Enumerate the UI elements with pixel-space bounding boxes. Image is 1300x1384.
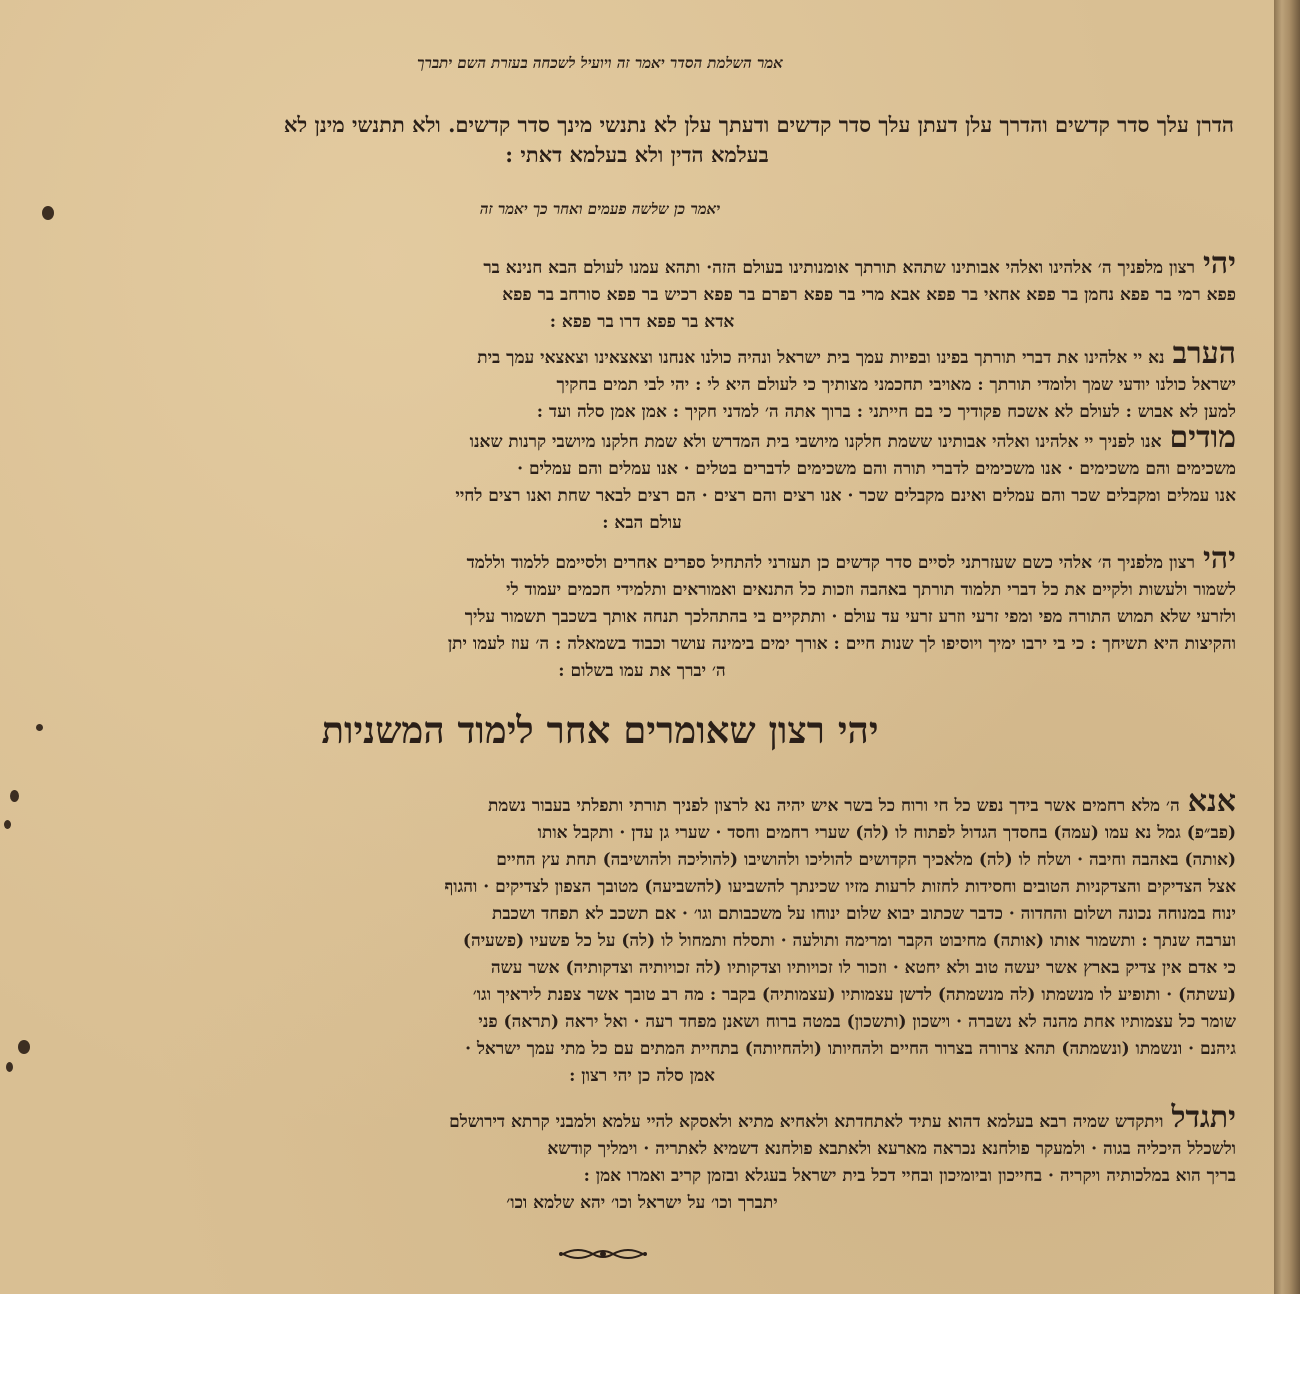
ink-stain [10, 790, 19, 802]
text-line: בריך הוא במלכותיה ויקריה · בחייכון וביומיכון ובחיי דכל בית ישראל בעגלא ובזמן קריב ואמרו אמן : [583, 1166, 1236, 1186]
text-line: ישראל כולנו יודעי שמך ולומדי תורתך : מאויבי תחכמני מצותיך כי לעולם היא לי : יהי לבי תמים בחקיך [556, 375, 1236, 395]
paragraph-yitgadal [48, 1100, 1236, 1217]
text-line: יהירצון מלפניך ה׳ אלהי כשם שעזרתני לסיים סדר קדשים כן תעזרני להתחיל ספרים אחרים ולסיימם ללמוד וללמד [466, 541, 1236, 576]
text-line: ולשכלל היכליה בגוה · ולמעקר פולחנא נכראה מארעא ולאתבא פולחנא דשמיא לאתריה · וימליך קודשא [547, 1139, 1236, 1159]
text-line: לשמור ולעשות ולקיים את כל דברי תלמוד תורתך באהבה וזכות כל התנאים ואמוראים ותלמידי חכמים יעמוד לי [506, 580, 1236, 600]
paragraph-haarev [48, 336, 1236, 426]
text-line: ה׳ יברך את עמו בשלום : [558, 661, 726, 681]
text-line: אנו עמלים ומקבלים שכר והם עמלים ואינם מקבלים שכר · אנו רצים והם רצים · הם רצים לבאר שחת ואנו רצים לחיי [455, 486, 1236, 506]
text-line: (אותה) באהבה וחיבה · ושלח לו (לה) מלאכיך הקדושים להוליכו ולהושיבו (להוליכה ולהושיבה) תחת עץ החיים [496, 850, 1236, 870]
ink-stain [36, 724, 43, 731]
text-line: כי אדם אין צדיק בארץ אשר יעשה טוב ולא יחטא · וזכור לו זכויותיו וצדקותיו (לה זכויותיה וצדקותיה) אשר עשה [490, 958, 1236, 978]
text-line: יתגדלויתקדש שמיה רבא בעלמא דהוא עתיד לאתחדתא ולאחיא מתיא ולאסקא להיי עלמא ולמבני קרתא דירושלם [449, 1100, 1236, 1135]
recitation-instruction: יאמר כן שלשה פעמים ואחר כך יאמר זה [479, 200, 721, 218]
text-line: אצל הצדיקים והצדקניות הטובים וחסידות לחזות לרעות מזיו שכינתך להשביעו (להשביעה) מטובך הצפון לצדיקים · והגוף [444, 877, 1236, 897]
text-line: (עשתה) · ותופיע לו מנשמתו (לה מנשמתה) לדשן עצמותיו (עצמותיה) בקבר : מה רב טובך אשר צפנת ליראיך וגו׳ [472, 985, 1236, 1005]
text-line: וערבה שנתך : ותשמור אותו (אותה) מחיבוט הקבר ומרימה ותולעה · ותסלח ותמחול לו (לה) על כל פשעיו (פשעיה) [462, 931, 1236, 951]
text-line: יתברך וכו׳ על ישראל וכו׳ יהא שלמא וכו׳ [506, 1193, 778, 1213]
paragraph-modim [48, 420, 1236, 537]
paragraph-yehi-ratzon-2 [48, 541, 1236, 685]
text-line: אנאה׳ מלא רחמים אשר בידך נפש כל חי ורוח כל בשר איש יהיה נא לרצון לפניך תורתי ותפלתי בעבור נשמת [487, 784, 1236, 819]
text-line: עולם הבא : [602, 513, 682, 533]
hadran-passage [40, 110, 1234, 170]
text-line: והקיצות היא תשיחך : כי בי ירבו ימיך ויוסיפו לך שנות חיים : אורך ימים בימינה עושר וכבוד בשמאלה : ה׳ עוז לעמו יתן [447, 634, 1236, 654]
text-line: הערבנא יי אלהינו את דברי תורתך בפינו ובפיות עמך בית ישראל ונהיה כולנו אנחנו וצאצאינו וצאצאי עמך בית [477, 336, 1236, 371]
paragraph-ana [48, 784, 1236, 1090]
hadran-line: בעלמא הדין ולא בעלמא דאתי : [505, 142, 769, 167]
text-line: אמן סלה כן יהי רצון : [569, 1066, 715, 1086]
decorative-ornament-icon [558, 1244, 648, 1264]
text-line: יהירצון מלפניך ה׳ אלהינו ואלהי אבותינו שתהא תורתך אומנותינו בעולם הזה· ותהא עמנו לעולם הבא חנינא בר [483, 246, 1236, 281]
text-line: משכימים והם משכימים · אנו משכימים לדברי תורה והם משכימים לדברים בטלים · אנו עמלים והם עמלים · [517, 459, 1236, 479]
paragraph-lead-word: יהי [1203, 246, 1236, 281]
ink-stain [4, 820, 11, 829]
text-line: (פב״פ) גמל נא עמו (עמה) בחסדך הגדול לפתוח לו (לה) שערי רחמים וחסד · שערי גן עדן · ותקבל אותו [537, 823, 1236, 843]
text-line: גיהנם · ונשמתו (ונשמתה) תהא צרורה בצרור החיים ולהחיותו (ולהחיותה) בתחיית המתים עם כל מתי עמך ישראל · [465, 1039, 1236, 1059]
ink-stain [42, 206, 54, 220]
running-header: אמר השלמת הסדר יאמר זה ויועיל לשכחה בעזרת השם יתברך [417, 54, 783, 72]
page-edge [1274, 0, 1300, 1294]
text-line: מודיםאנו לפניך יי אלהינו ואלהי אבותינו ששמת חלקנו מיושבי בית המדרש ולא שמת חלקנו מיושבי קרנות שאנו [469, 420, 1236, 455]
ink-stain [18, 1040, 30, 1054]
text-line: שומר כל עצמותיו אחת מהנה לא נשברה · וישכון (ותשכון) במטה ברוח ושאנן מפחד רעה · ואל יראה (תראה) פני [478, 1012, 1236, 1032]
paragraph-lead-word: יתגדל [1171, 1100, 1236, 1135]
paragraph-lead-word: הערב [1172, 336, 1236, 371]
paragraph-yehi-ratzon-1 [48, 246, 1236, 336]
section-title: יהי רצון שאומרים אחר לימוד המשניות [321, 708, 879, 752]
paragraph-lead-word: יהי [1203, 541, 1236, 576]
paragraph-lead-word: אנא [1187, 784, 1236, 819]
text-line: ולזרעי שלא תמוש התורה מפי ומפי זרעי וזרע זרעי עד עולם · ותתקיים בי בהתהלכך תנחה אותך בשכבך תשמור עליך [464, 607, 1236, 627]
text-line: אדא בר פפא דרו בר פפא : [549, 312, 735, 332]
text-line: פפא רמי בר פפא נחמן בר פפא אחאי בר פפא אבא מרי בר פפא רפרם בר פפא רכיש בר פפא סורחב בר פפא [502, 285, 1236, 305]
text-line: ינוח במנוחה נכונה ושלום והחדוה · כדבר שכתוב יבוא שלום ינוחו על משכבותם וגו׳ · אם תשכב לא תפחד ושכבת [492, 904, 1236, 924]
text-line: למען לא אבוש : לעולם לא אשכח פקודיך כי בם חייתני : ברוך אתה ה׳ למדני חקיך : אמן אמן סלה ועד : [536, 402, 1236, 422]
paragraph-lead-word: מודים [1169, 420, 1236, 455]
hadran-line: הדרן עלך סדר קדשים והדרך עלן דעתן עלך סדר קדשים ודעתך עלן לא נתנשי מינך סדר קדשים. ולא תתנשי מינן לא [283, 112, 1234, 137]
ink-stain [6, 1062, 13, 1072]
